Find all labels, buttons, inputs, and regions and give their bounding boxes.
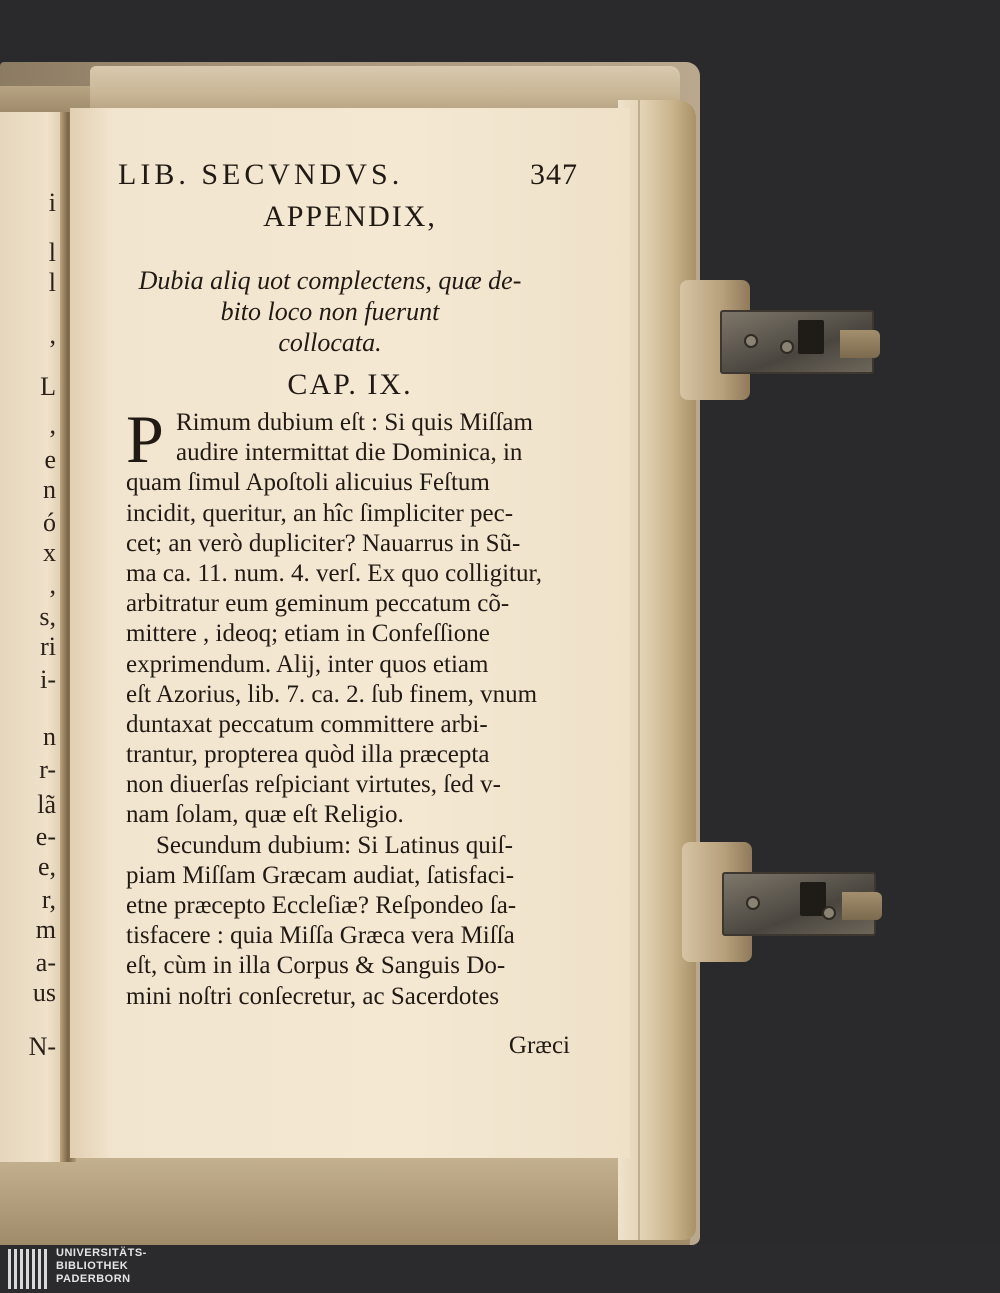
left-page-fragment: i	[48, 188, 56, 217]
left-page-fragment: r-	[39, 755, 56, 784]
rivet-icon	[744, 334, 758, 348]
left-page-fragment: ,	[49, 410, 56, 439]
left-page-fragment: ri	[40, 632, 56, 661]
text-line: Rimum dubium eſt : Si quis Miſſam	[176, 409, 533, 436]
left-page-fragment: x	[43, 538, 56, 567]
text-line: ma ca. 11. num. 4. verſ. Ex quo colligitur,	[126, 559, 543, 587]
subtitle-line: bito loco non fuerunt	[220, 297, 440, 326]
text-line: audire intermittat die Dominica, in	[176, 439, 523, 467]
left-page-fragment: n	[43, 722, 56, 751]
catchword: Græci	[508, 1032, 570, 1059]
text-line: quam ſimul Apoſtoli alicuius Feſtum	[126, 469, 490, 497]
appendix-subtitle	[130, 265, 530, 358]
left-page-fragment: N-	[28, 1032, 56, 1061]
text-line: duntaxat peccatum committere arbi-	[126, 710, 488, 738]
text-line: eſt Azorius, lib. 7. ca. 2. ſub finem, vnum	[126, 680, 538, 708]
text-line: exprimendum. Alij, inter quos etiam	[126, 650, 489, 678]
left-page-fragment: L	[40, 372, 56, 401]
left-page	[0, 112, 68, 1162]
subtitle-line: Dubia aliq uot complectens, quæ de-	[138, 266, 522, 295]
text-line: incidit, queritur, an hîc ſimpliciter pec-	[126, 499, 514, 527]
text-line: Secundum dubium: Si Latinus quiſ-	[156, 831, 513, 859]
left-page-fragment: r,	[41, 885, 56, 914]
body-text	[126, 401, 576, 1012]
drop-cap: P	[126, 401, 164, 477]
text-line: mittere , ideoq; etiam in Confeſſione	[126, 620, 490, 648]
left-page-fragment: ,	[49, 570, 56, 599]
left-page-fragment: l	[48, 268, 56, 297]
text-line: nam ſolam, quæ eſt Religio.	[126, 801, 404, 829]
text-line: cet; an verò dupliciter? Nauarrus in Sũ-	[126, 529, 521, 557]
appendix-heading: APPENDIX,	[263, 200, 437, 233]
text-line: eſt, cùm in illa Corpus & Sanguis Do-	[126, 952, 506, 980]
left-page-fragment: e,	[37, 852, 56, 881]
left-page-fragment: ó	[43, 508, 56, 537]
library-logo-bar	[0, 1245, 1000, 1293]
running-head	[118, 158, 578, 198]
left-page-fragment: ,	[49, 320, 56, 349]
subtitle-line: collocata.	[278, 328, 382, 357]
left-page-fragment: m	[35, 915, 56, 944]
clasp-hook	[840, 330, 880, 358]
left-page-fragment: s,	[39, 602, 56, 631]
page-number: 347	[530, 158, 578, 191]
clasp-hook	[842, 892, 882, 920]
text-line: etne præcepto Eccleſiæ? Reſpondeo ſa-	[126, 892, 517, 919]
text-line: mini noſtri conſecretur, ac Sacerdotes	[126, 982, 500, 1010]
left-page-fragment: e-	[35, 822, 56, 851]
library-logo-icon	[8, 1249, 48, 1289]
text-line: trantur, propterea quòd illa præcepta	[126, 741, 490, 769]
rivet-icon	[746, 896, 760, 910]
rivet-icon	[780, 340, 794, 354]
left-page-fragment: i-	[40, 665, 56, 694]
upper-clasp	[680, 280, 900, 400]
chapter-heading: CAP. IX.	[287, 368, 413, 401]
library-logo-text	[56, 1247, 147, 1286]
left-page-fragment: n	[43, 475, 56, 504]
book-top-edge	[90, 66, 680, 110]
logo-line: PADERBORN	[56, 1273, 131, 1285]
text-line: arbitratur eum geminum peccatum cõ-	[126, 590, 510, 618]
text-line: tisfacere : quia Miſſa Græca vera Miſſa	[126, 922, 515, 950]
logo-line: UNIVERSITÄTS-	[56, 1247, 147, 1259]
book-bottom-edge	[0, 1150, 690, 1245]
left-page-fragment: a-	[35, 948, 56, 977]
left-page-text-fragments	[0, 112, 60, 1162]
left-page-fragment: lã	[37, 790, 56, 819]
rivet-icon	[822, 906, 836, 920]
left-page-fragment: e	[44, 445, 56, 474]
left-page-fragment: us	[32, 978, 56, 1007]
text-line: piam Miſſam Græcam audiat, ſatisfaci-	[126, 861, 515, 889]
logo-line: BIBLIOTHEK	[56, 1260, 129, 1272]
text-line: non diuerſas reſpiciant virtutes, ſed v-	[126, 771, 501, 799]
clasp-slot	[798, 320, 824, 354]
running-head-title: LIB. SECVNDVS.	[118, 158, 404, 191]
left-page-fragment: l	[48, 238, 56, 267]
lower-clasp	[682, 842, 902, 962]
